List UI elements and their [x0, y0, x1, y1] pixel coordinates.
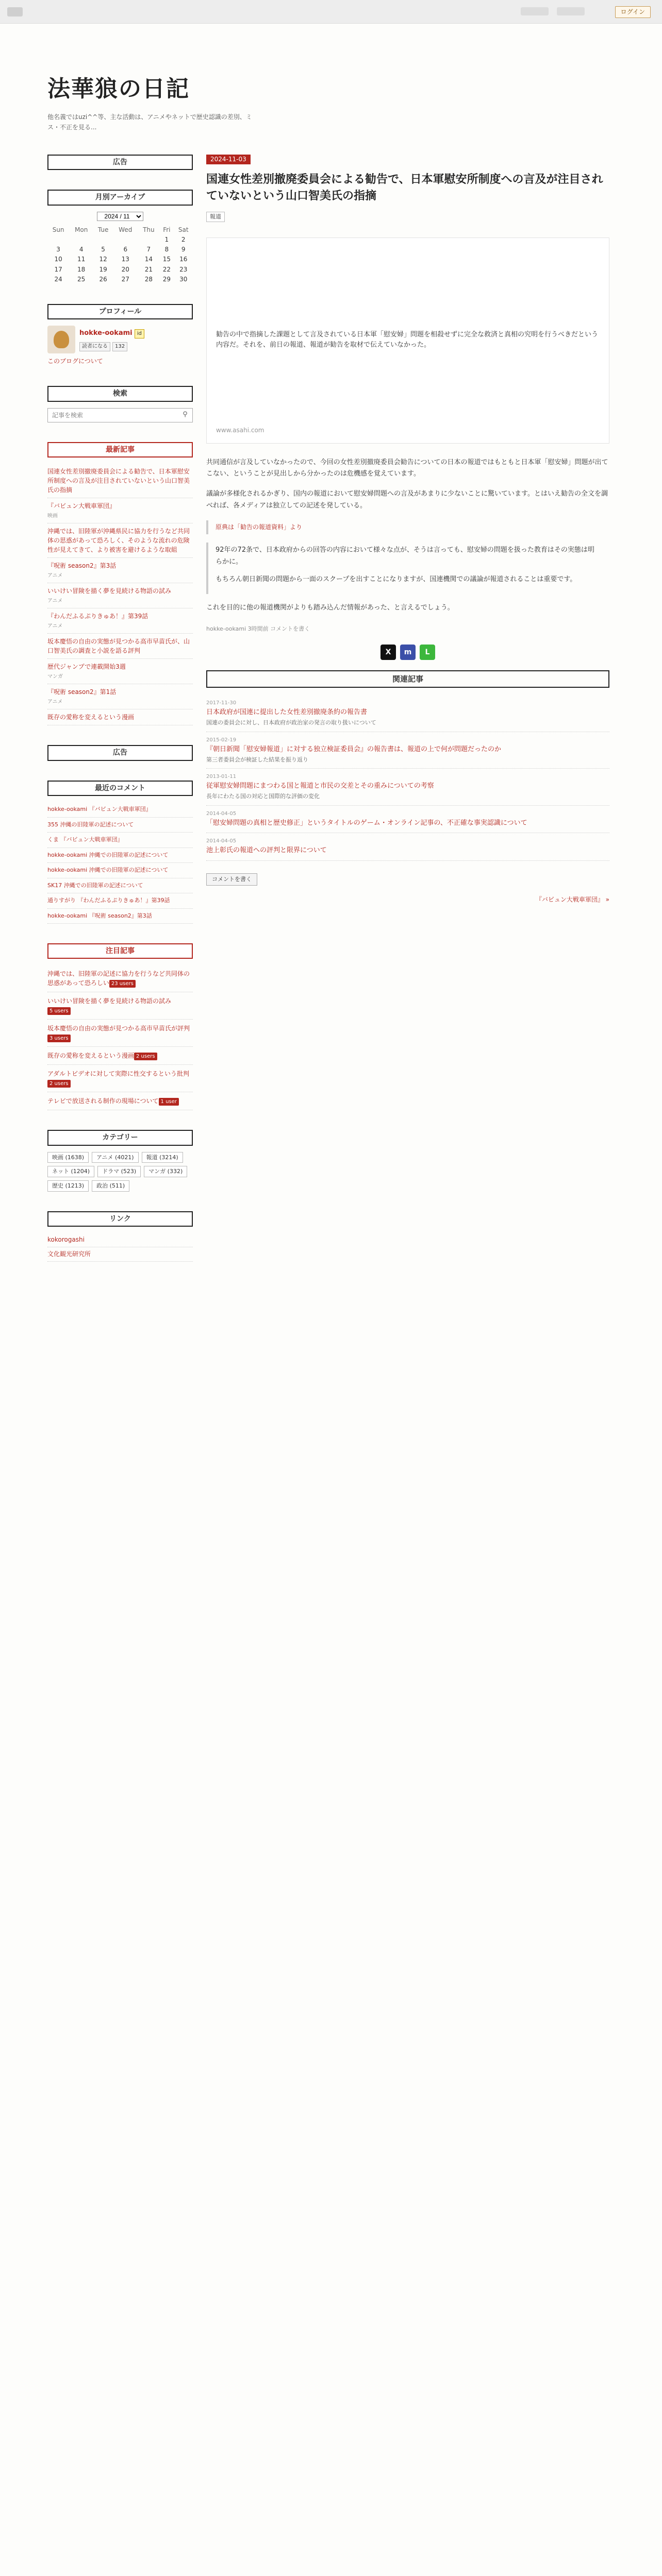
list-item: [47, 1020, 193, 1047]
recent-entry-link[interactable]: 沖縄では、旧陸軍が沖縄県民に協力を行うなど共同体の思惑があって恐ろしく、そのような流れの危険性が見えてきて、より被害を避けるような取組: [47, 528, 190, 554]
widget-title: 月別アーカイブ: [47, 190, 193, 205]
recent-comments-widget: [47, 781, 193, 924]
recent-entry-link[interactable]: 歴代ジャンプで連載開始3週: [47, 663, 126, 671]
menu-placeholder[interactable]: [557, 7, 585, 15]
embed-text: 勧告の中で指摘した課題として言及されている日本軍「慰安婦」問題を相殺せずに完全な救済と真相の究明を行うべきだという内容だ。それを、前日の報道、報道が勧告を取材で伝えていなかった。: [216, 330, 599, 349]
popular-list: [47, 965, 193, 1110]
search-icon[interactable]: ⚲: [183, 411, 188, 419]
widget-title: 最新記事: [47, 442, 193, 457]
sidebar: [47, 155, 193, 1281]
weekday-label: Thu: [143, 226, 155, 233]
blog-header: [0, 24, 662, 158]
related-link[interactable]: 池上彰氏の報道への評判と限界について: [206, 846, 327, 855]
calendar-day[interactable]: [69, 235, 93, 245]
comment-entry-link[interactable]: 『バビュン大戦車軍団』: [89, 806, 152, 813]
weekday-label: Mon: [75, 226, 88, 233]
comment-user[interactable]: hokke-ookami: [47, 912, 88, 919]
comment-entry-link[interactable]: 『呪術 season2』第3話: [89, 912, 152, 919]
related-date: 2013-01-11: [206, 774, 237, 780]
calendar-day[interactable]: 7: [146, 246, 151, 253]
list-item: [47, 464, 193, 498]
list-item: [47, 992, 193, 1020]
related-excerpt: 第三者委員会が検証した結果を振り返り: [206, 756, 308, 763]
weekday-label: Wed: [119, 226, 133, 233]
calendar-day[interactable]: [113, 235, 138, 245]
calendar-day[interactable]: 11: [77, 256, 86, 263]
comment-entry-link[interactable]: 沖縄の旧陸軍の記述について: [60, 821, 134, 828]
entry-category[interactable]: アニメ: [47, 598, 63, 604]
list-item: [47, 863, 193, 878]
subscriber-count: 132: [112, 342, 127, 351]
calendar-day[interactable]: 21: [144, 265, 153, 273]
entry-category[interactable]: アニメ: [47, 573, 63, 579]
comment-entry-link[interactable]: 『バビュン大戦車軍団』: [60, 836, 123, 843]
bookmark-count-badge[interactable]: 3 users: [47, 1035, 71, 1042]
comment-user[interactable]: くま: [47, 836, 59, 843]
category-tag[interactable]: 映画 (1638): [47, 1152, 89, 1163]
calendar-day[interactable]: 6: [123, 246, 128, 253]
weekday-label: Sun: [52, 226, 64, 233]
popular-entry-link[interactable]: アダルトビデオに対して実際に性交するという批判: [47, 1070, 189, 1078]
related-excerpt: 国連の委員会に対し、日本政府が政治家の発言の取り扱いについて: [206, 719, 376, 726]
messenger-share-icon[interactable]: m: [400, 645, 416, 660]
recent-entry-link[interactable]: 国連女性差別撤廃委員会による勧告で、日本軍慰安所制度への言及が注目されていないという山口智美氏の指摘: [47, 468, 190, 494]
related-excerpt: 長年にわたる国の対応と国際的な評価の変化: [206, 792, 320, 800]
calendar-day[interactable]: 22: [162, 265, 171, 273]
popular-entry-link[interactable]: いいけい冒険を描く夢を見続ける物語の試み: [47, 997, 172, 1005]
recent-entry-link[interactable]: 『バビュン大戦車軍団』: [47, 502, 116, 510]
weekday-label: Tue: [97, 226, 109, 233]
menu-placeholder[interactable]: [521, 7, 549, 15]
popular-widget: [47, 943, 193, 1110]
related-date: 2014-04-05: [206, 838, 237, 844]
quote-source-link[interactable]: 原典は「勧告の報道資料」より: [206, 520, 599, 534]
list-item: [47, 684, 193, 709]
list-item: [47, 893, 193, 909]
related-date: 2017-11-30: [206, 700, 237, 706]
blockquote: [206, 543, 599, 594]
comment-user[interactable]: hokke-ookami: [47, 867, 88, 874]
popular-entry-link[interactable]: テレビで放送される制作の現場について: [47, 1097, 159, 1105]
subscribe-button[interactable]: 読者になる: [79, 342, 110, 351]
calendar-day[interactable]: 30: [179, 275, 188, 283]
related-title: 関連記事: [206, 670, 609, 688]
profile-name[interactable]: hokke-ookami: [79, 329, 133, 337]
entry-category[interactable]: アニメ: [47, 699, 63, 705]
list-item: [47, 1065, 193, 1092]
calendar-day[interactable]: 3: [56, 246, 60, 253]
about-link[interactable]: このブログについて: [47, 358, 103, 365]
category-tag[interactable]: マンガ (332): [144, 1166, 187, 1177]
month-select[interactable]: [97, 212, 143, 221]
list-item: [47, 498, 193, 523]
calendar-day[interactable]: 18: [77, 265, 86, 273]
related-link[interactable]: 従軍慰安婦問題にまつわる国と報道と市民の交差とその重みについての考察: [206, 782, 434, 790]
recent-entry-link[interactable]: 既存の愛称を変えるという漫画: [47, 714, 135, 721]
comment-entry-link[interactable]: 沖縄での旧陸軍の記述について: [89, 851, 169, 858]
write-comment-button[interactable]: コメントを書く: [206, 873, 257, 886]
calendar-day[interactable]: 9: [181, 246, 186, 253]
bookmark-count-badge[interactable]: 2 users: [134, 1053, 157, 1060]
calendar-day[interactable]: 17: [54, 265, 62, 273]
comment-user[interactable]: SK17: [47, 882, 62, 889]
list-item: [47, 848, 193, 863]
body-paragraph: 議論が多様化されるかぎり、国内の報道において慰安婦問題への言及があまりに少ないことに驚いています。とはいえ勧告の全文を調べれば、各メディアは独立しての記述を発している。: [206, 490, 608, 510]
calendar-day[interactable]: 15: [162, 256, 171, 263]
related-item: [206, 732, 609, 769]
list-item: [47, 659, 193, 684]
entry-category[interactable]: アニメ: [47, 623, 63, 630]
widget-title: 広告: [47, 155, 193, 170]
login-button[interactable]: ログイン: [615, 6, 651, 18]
list-item: [47, 583, 193, 608]
bookmark-count-badge[interactable]: 23 users: [109, 980, 136, 988]
calendar-day[interactable]: 4: [79, 246, 84, 253]
quote-paragraph: 92年の72条で、日本政府からの回答の内容において様々な点が、そうは言っても、慰安婦の問題を扱った教育はその実態は明らかに。: [216, 546, 594, 566]
calendar-day[interactable]: 8: [164, 246, 169, 253]
calendar-day[interactable]: 13: [121, 256, 129, 263]
calendar-day[interactable]: [93, 235, 113, 245]
external-link[interactable]: kokorogashi: [47, 1233, 193, 1247]
entry-footer: hokke-ookami 3時間前 コメントを書く: [206, 625, 310, 632]
list-item: [47, 709, 193, 725]
calendar-day[interactable]: 25: [77, 275, 86, 283]
weekday-label: Fri: [163, 226, 171, 233]
calendar-day[interactable]: 27: [121, 275, 129, 283]
related-date: 2014-04-05: [206, 810, 237, 817]
popular-entry-link[interactable]: 坂本慶悟の自由の実態が見つかる高市早苗氏が評判: [47, 1025, 190, 1032]
related-list: [206, 695, 609, 861]
list-item: [47, 965, 193, 992]
category-grid: [47, 1152, 193, 1192]
line-share-icon[interactable]: L: [420, 645, 435, 660]
avatar[interactable]: [47, 326, 75, 353]
embedded-article-card[interactable]: [206, 238, 609, 444]
recent-entry-link[interactable]: 坂本慶悟の自由の実態が見つかる高市早苗氏が、山口智美氏の調査と小説を語る評判: [47, 638, 190, 655]
list-item: [47, 802, 193, 818]
list-item: [47, 608, 193, 634]
recent-entries-list: [47, 464, 193, 725]
search-widget: [47, 386, 193, 422]
category-tag[interactable]: ドラマ (523): [97, 1166, 141, 1177]
category-tag[interactable]: 政治 (511): [92, 1180, 129, 1192]
list-item: [47, 1092, 193, 1110]
widget-title: リンク: [47, 1211, 193, 1227]
recent-entry-link[interactable]: 『呪術 season2』第1話: [47, 688, 117, 696]
calendar-day[interactable]: 29: [162, 275, 171, 283]
body-paragraph: これを目的に他の報道機関がよりも踏み込んだ情報があった、と言えるでしょう。: [206, 604, 454, 612]
related-date: 2015-02-19: [206, 737, 237, 743]
calendar-day[interactable]: 12: [99, 256, 107, 263]
hatena-logo-icon[interactable]: [7, 7, 23, 16]
category-tag[interactable]: アニメ (4021): [92, 1152, 139, 1163]
comment-user[interactable]: hokke-ookami: [47, 851, 88, 858]
external-link[interactable]: 文化観光研究所: [47, 1247, 193, 1262]
comment-entry-link[interactable]: 沖縄での旧陸軍の記述について: [63, 882, 143, 889]
related-item: [206, 833, 609, 861]
category-tag[interactable]: 報道 (3214): [142, 1152, 183, 1163]
ad-widget: [47, 155, 193, 170]
widget-title: カテゴリー: [47, 1130, 193, 1145]
list-item: [47, 634, 193, 659]
bookmark-count-badge[interactable]: 2 users: [47, 1080, 71, 1088]
embed-source[interactable]: www.asahi.com: [216, 427, 264, 434]
site-title[interactable]: 法華狼の日記: [47, 76, 190, 102]
widget-title: 検索: [47, 386, 193, 401]
popular-entry-link[interactable]: 既存の愛称を変えるという漫画: [47, 1052, 135, 1060]
next-entry-link[interactable]: 『バビュン大戦車軍団』 »: [535, 895, 609, 903]
related-item: [206, 695, 609, 732]
popular-entry-link[interactable]: 沖縄では、旧陸軍の記述に協力を行うなど共同体の思惑があって恐ろしい: [47, 970, 190, 987]
widget-title: 広告: [47, 745, 193, 760]
profile-widget: [47, 304, 193, 367]
ad-widget-2: [47, 745, 193, 760]
widget-title: 注目記事: [47, 943, 193, 959]
x-share-icon[interactable]: X: [380, 645, 396, 660]
list-item: [47, 1047, 193, 1065]
comment-user[interactable]: 通りすがり: [47, 897, 76, 904]
category-tag[interactable]: ネット (1204): [47, 1166, 94, 1177]
related-item: [206, 806, 609, 834]
entry-category[interactable]: 映画: [47, 513, 58, 519]
list-item: [47, 818, 193, 833]
top-bar: [0, 0, 662, 24]
calendar-day[interactable]: 19: [99, 265, 107, 273]
calendar-day[interactable]: 5: [101, 246, 105, 253]
comment-user[interactable]: 355: [47, 821, 58, 828]
list-item: [47, 523, 193, 558]
calendar-day[interactable]: 16: [179, 256, 188, 263]
calendar-day[interactable]: [47, 235, 69, 245]
id-badge: id: [135, 329, 144, 338]
weekday-label: Sat: [178, 226, 189, 233]
recent-entry-link[interactable]: いいけい冒険を描く夢を見続ける物語の試み: [47, 587, 172, 595]
list-item: [47, 833, 193, 848]
recent-entry-link[interactable]: 『わんだふるぷりきゅあ！』第39話: [47, 613, 148, 620]
body-paragraph: 共同通信が言及していなかったので、今回の女性差別撤廃委員会勧告についての日本の報道ではもともと日本軍「慰安婦」問題が出てこない、ということが見出しから分かったのは危機感を覚えています。: [206, 458, 608, 478]
recent-entry-link[interactable]: 『呪術 season2』第3話: [47, 562, 117, 570]
entry-category[interactable]: マンガ: [47, 674, 63, 680]
quote-paragraph: もちろん朝日新聞の問題から一面のスクープを出すことになりますが、国連機関での議論が報道されることは重要です。: [216, 575, 577, 584]
widget-title: プロフィール: [47, 304, 193, 319]
entry-title[interactable]: 国連女性差別撤廃委員会による勧告で、日本軍慰安所制度への言及が注目されていないという山口智美氏の指摘: [206, 173, 603, 203]
list-item: [47, 909, 193, 924]
archive-widget: [47, 190, 193, 284]
bookmark-count-badge[interactable]: 5 users: [47, 1007, 71, 1015]
calendar-day[interactable]: 1: [164, 235, 169, 243]
calendar-day[interactable]: 20: [121, 265, 129, 273]
calendar-day[interactable]: 24: [54, 275, 62, 283]
links-widget: [47, 1211, 193, 1262]
category-tag[interactable]: 歴史 (1213): [47, 1180, 89, 1192]
calendar-day[interactable]: 10: [54, 256, 62, 263]
calendar-day[interactable]: 23: [179, 265, 188, 273]
calendar-day[interactable]: 28: [144, 275, 153, 283]
share-buttons: [206, 645, 609, 660]
bookmark-count-badge[interactable]: 1 user: [159, 1098, 179, 1106]
comment-entry-link[interactable]: 沖縄での旧陸軍の記述について: [89, 867, 169, 874]
search-input[interactable]: [48, 412, 178, 419]
entry-category[interactable]: 報道: [206, 212, 225, 222]
calendar-day[interactable]: 2: [181, 235, 186, 243]
widget-title: 最近のコメント: [47, 781, 193, 796]
related-link[interactable]: 『朝日新聞「慰安婦報道」に対する独立検証委員会』の報告書は、報道の上で何が問題だったのか: [206, 745, 502, 753]
list-item: [47, 878, 193, 894]
related-link[interactable]: 日本政府が国連に提出した女性差別撤廃条約の報告書: [206, 708, 368, 717]
calendar-day[interactable]: 26: [99, 275, 107, 283]
entry-date[interactable]: 2024-11-03: [206, 155, 251, 164]
comment-user[interactable]: hokke-ookami: [47, 806, 88, 813]
main-content: [206, 155, 609, 905]
calendar: [47, 225, 193, 284]
list-item: [47, 558, 193, 583]
comment-entry-link[interactable]: 『わんだふるぷりきゅあ！』第39話: [77, 897, 170, 904]
calendar-day[interactable]: 14: [144, 256, 153, 263]
link-list: [47, 1233, 193, 1262]
category-widget: [47, 1130, 193, 1191]
comment-list: [47, 802, 193, 924]
site-description: 他名義ではuzi^^等、主な活動は、アニメやネットで歴史認識の差別、ミス・不正を見る...: [47, 113, 252, 131]
calendar-day[interactable]: [138, 235, 159, 245]
recent-entries-widget: [47, 442, 193, 725]
related-item: [206, 769, 609, 805]
related-link[interactable]: 「慰安婦問題の真相と歴史修正」というタイトルのゲーム・オンライン記事の、不正確な事実認識について: [206, 819, 527, 827]
